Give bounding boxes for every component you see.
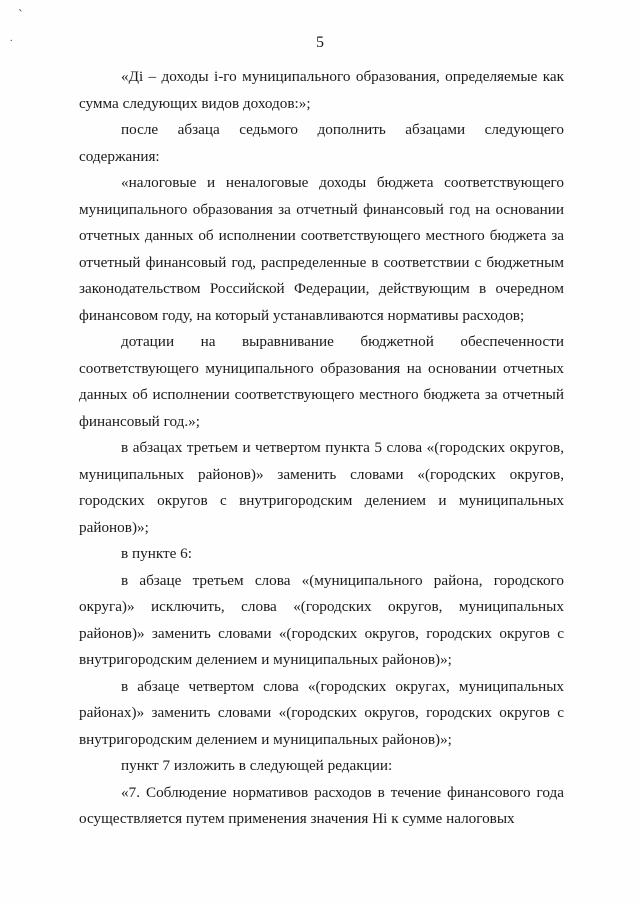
margin-mark: `	[18, 8, 23, 23]
page-number: 5	[316, 34, 324, 51]
paragraph: в абзацах третьем и четвертом пункта 5 слова «(городских округов, муниципальных районов)» заменить словами «(городских округов, городских округов с внутригородским делением и муниципальных районов)»;	[79, 439, 564, 536]
document-body	[79, 64, 564, 833]
paragraph: после абзаца седьмого дополнить абзацами следующего содержания:	[79, 121, 564, 165]
paragraph: «7. Соблюдение нормативов расходов в течение финансового года осуществляется путем применения значения Нi к сумме налоговых	[79, 783, 564, 827]
margin-mark: .	[10, 33, 13, 44]
paragraph: в абзаце третьем слова «(муниципального района, городского округа)» исключить, слова «(городских округов, муниципальных районов)» заменить словами «(городских округов, городских округов с внутригородским делением и муниципальных районов)»;	[79, 571, 564, 668]
paragraph: пункт 7 изложить в следующей редакции:	[121, 757, 393, 774]
paragraph: в пункте 6:	[121, 545, 192, 562]
paragraph: «Дi – доходы i-го муниципального образования, определяемые как сумма следующих видов доходов:»;	[79, 68, 564, 112]
paragraph: в абзаце четвертом слова «(городских округах, муниципальных районах)» заменить словами «(городских округов, городских округов с внутригородским делением и муниципальных районов)»;	[79, 677, 564, 748]
paragraph: дотации на выравнивание бюджетной обеспеченности соответствующего муниципального образования на основании отчетных данных об исполнении соответствующего местного бюджета за отчетный финансовый год.»;	[79, 333, 564, 430]
paragraph: «налоговые и неналоговые доходы бюджета соответствующего муниципального образования за отчетный финансовый год на основании отчетных данных об исполнении соответствующего местного бюджета за отчетный финансовый год, распределенные в соответствии с бюджетным законодательством Российской Федерации, действующим в очередном финансовом году, на который устанавливаются нормативы расходов;	[79, 174, 564, 324]
